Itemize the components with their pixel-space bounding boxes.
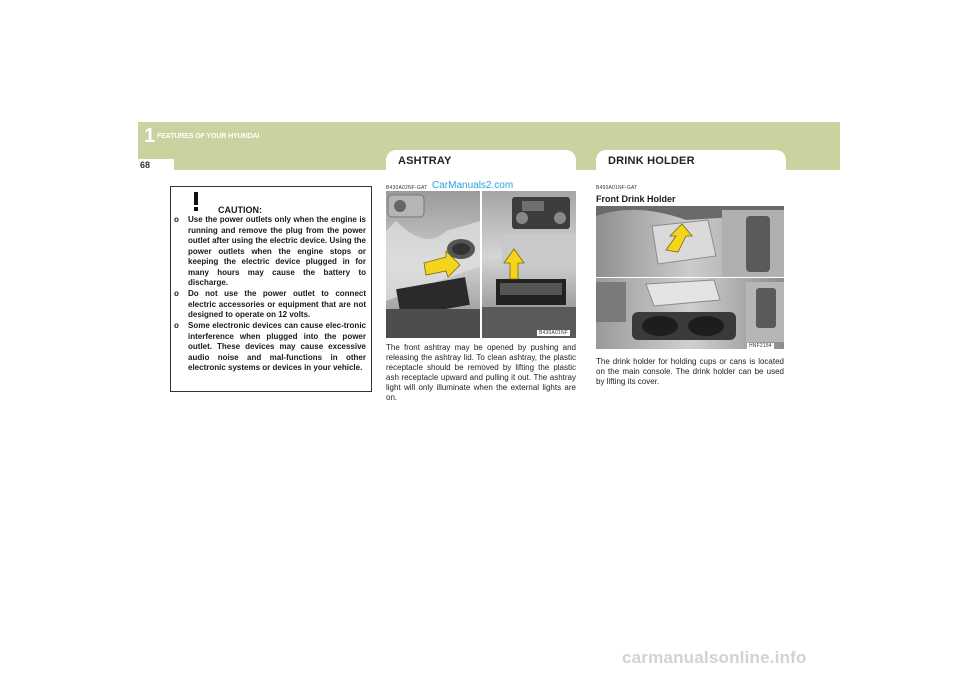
ashtray-code: B430A02NF-GAT [386, 185, 428, 191]
page-number: 68 [138, 159, 174, 171]
section-tab-drink-holder [596, 150, 786, 170]
caution-text: Some electronic devices can cause elec-tronic interference when plugged into the power outlet. These devices may cause excessive audio noise and mal-functions in other electronic systems or devices in your vehicle. [188, 321, 366, 372]
ashtray-photo-code: B430A01NF [539, 330, 569, 336]
drink-holder-photo-code: HNF2184 [749, 343, 772, 349]
caution-item [174, 289, 366, 321]
ashtray-heading: ASHTRAY [398, 155, 452, 167]
caution-text: Do not use the power outlet to connect electric accessories or equipment that are not designed to operate on 12 volts. [188, 289, 366, 319]
warning-icon [182, 188, 210, 214]
drink-holder-subheading: Front Drink Holder [596, 194, 676, 204]
ashtray-body-text: The front ashtray may be opened by pushing and releasing the ashtray lid. To clean ashtray, the plastic receptacle should be removed by lifting the plastic ash receptacle upward and pulling it out. The ashtray light will only illuminate when the external lights are on. [386, 343, 576, 402]
drink-holder-code: B450A01NF-GAT [596, 185, 638, 191]
caution-bullet: o [174, 321, 179, 330]
caution-text: Use the power outlets only when the engine is running and remove the plug from the power outlet after using the electric device. Using the power outlets when the engine stops or keeping the electric device plugged in for many hours may cause the battery to discharge. [188, 215, 366, 287]
caution-item [174, 215, 366, 289]
caution-title: CAUTION: [218, 205, 262, 215]
ashtray-photo-closed [386, 191, 480, 338]
drink-holder-body-text: The drink holder for holding cups or cans is located on the main console. The drink holder can be used by lifting its cover. [596, 357, 784, 386]
watermark-text: CarManuals2.com [432, 180, 514, 191]
section-tab-ashtray [386, 150, 576, 170]
ashtray-photo-open [482, 191, 576, 338]
caution-bullet: o [174, 215, 179, 224]
drink-holder-photo-open [596, 278, 784, 349]
chapter-title: FEATURES OF YOUR HYUNDAI [157, 133, 260, 140]
drink-holder-photo-closed [596, 206, 784, 277]
caution-item [174, 321, 366, 374]
footer-watermark: carmanualsonline.info [622, 648, 807, 667]
caution-bullet: o [174, 289, 179, 298]
drink-holder-heading: DRINK HOLDER [608, 155, 695, 167]
chapter-number: 1 [144, 125, 156, 147]
